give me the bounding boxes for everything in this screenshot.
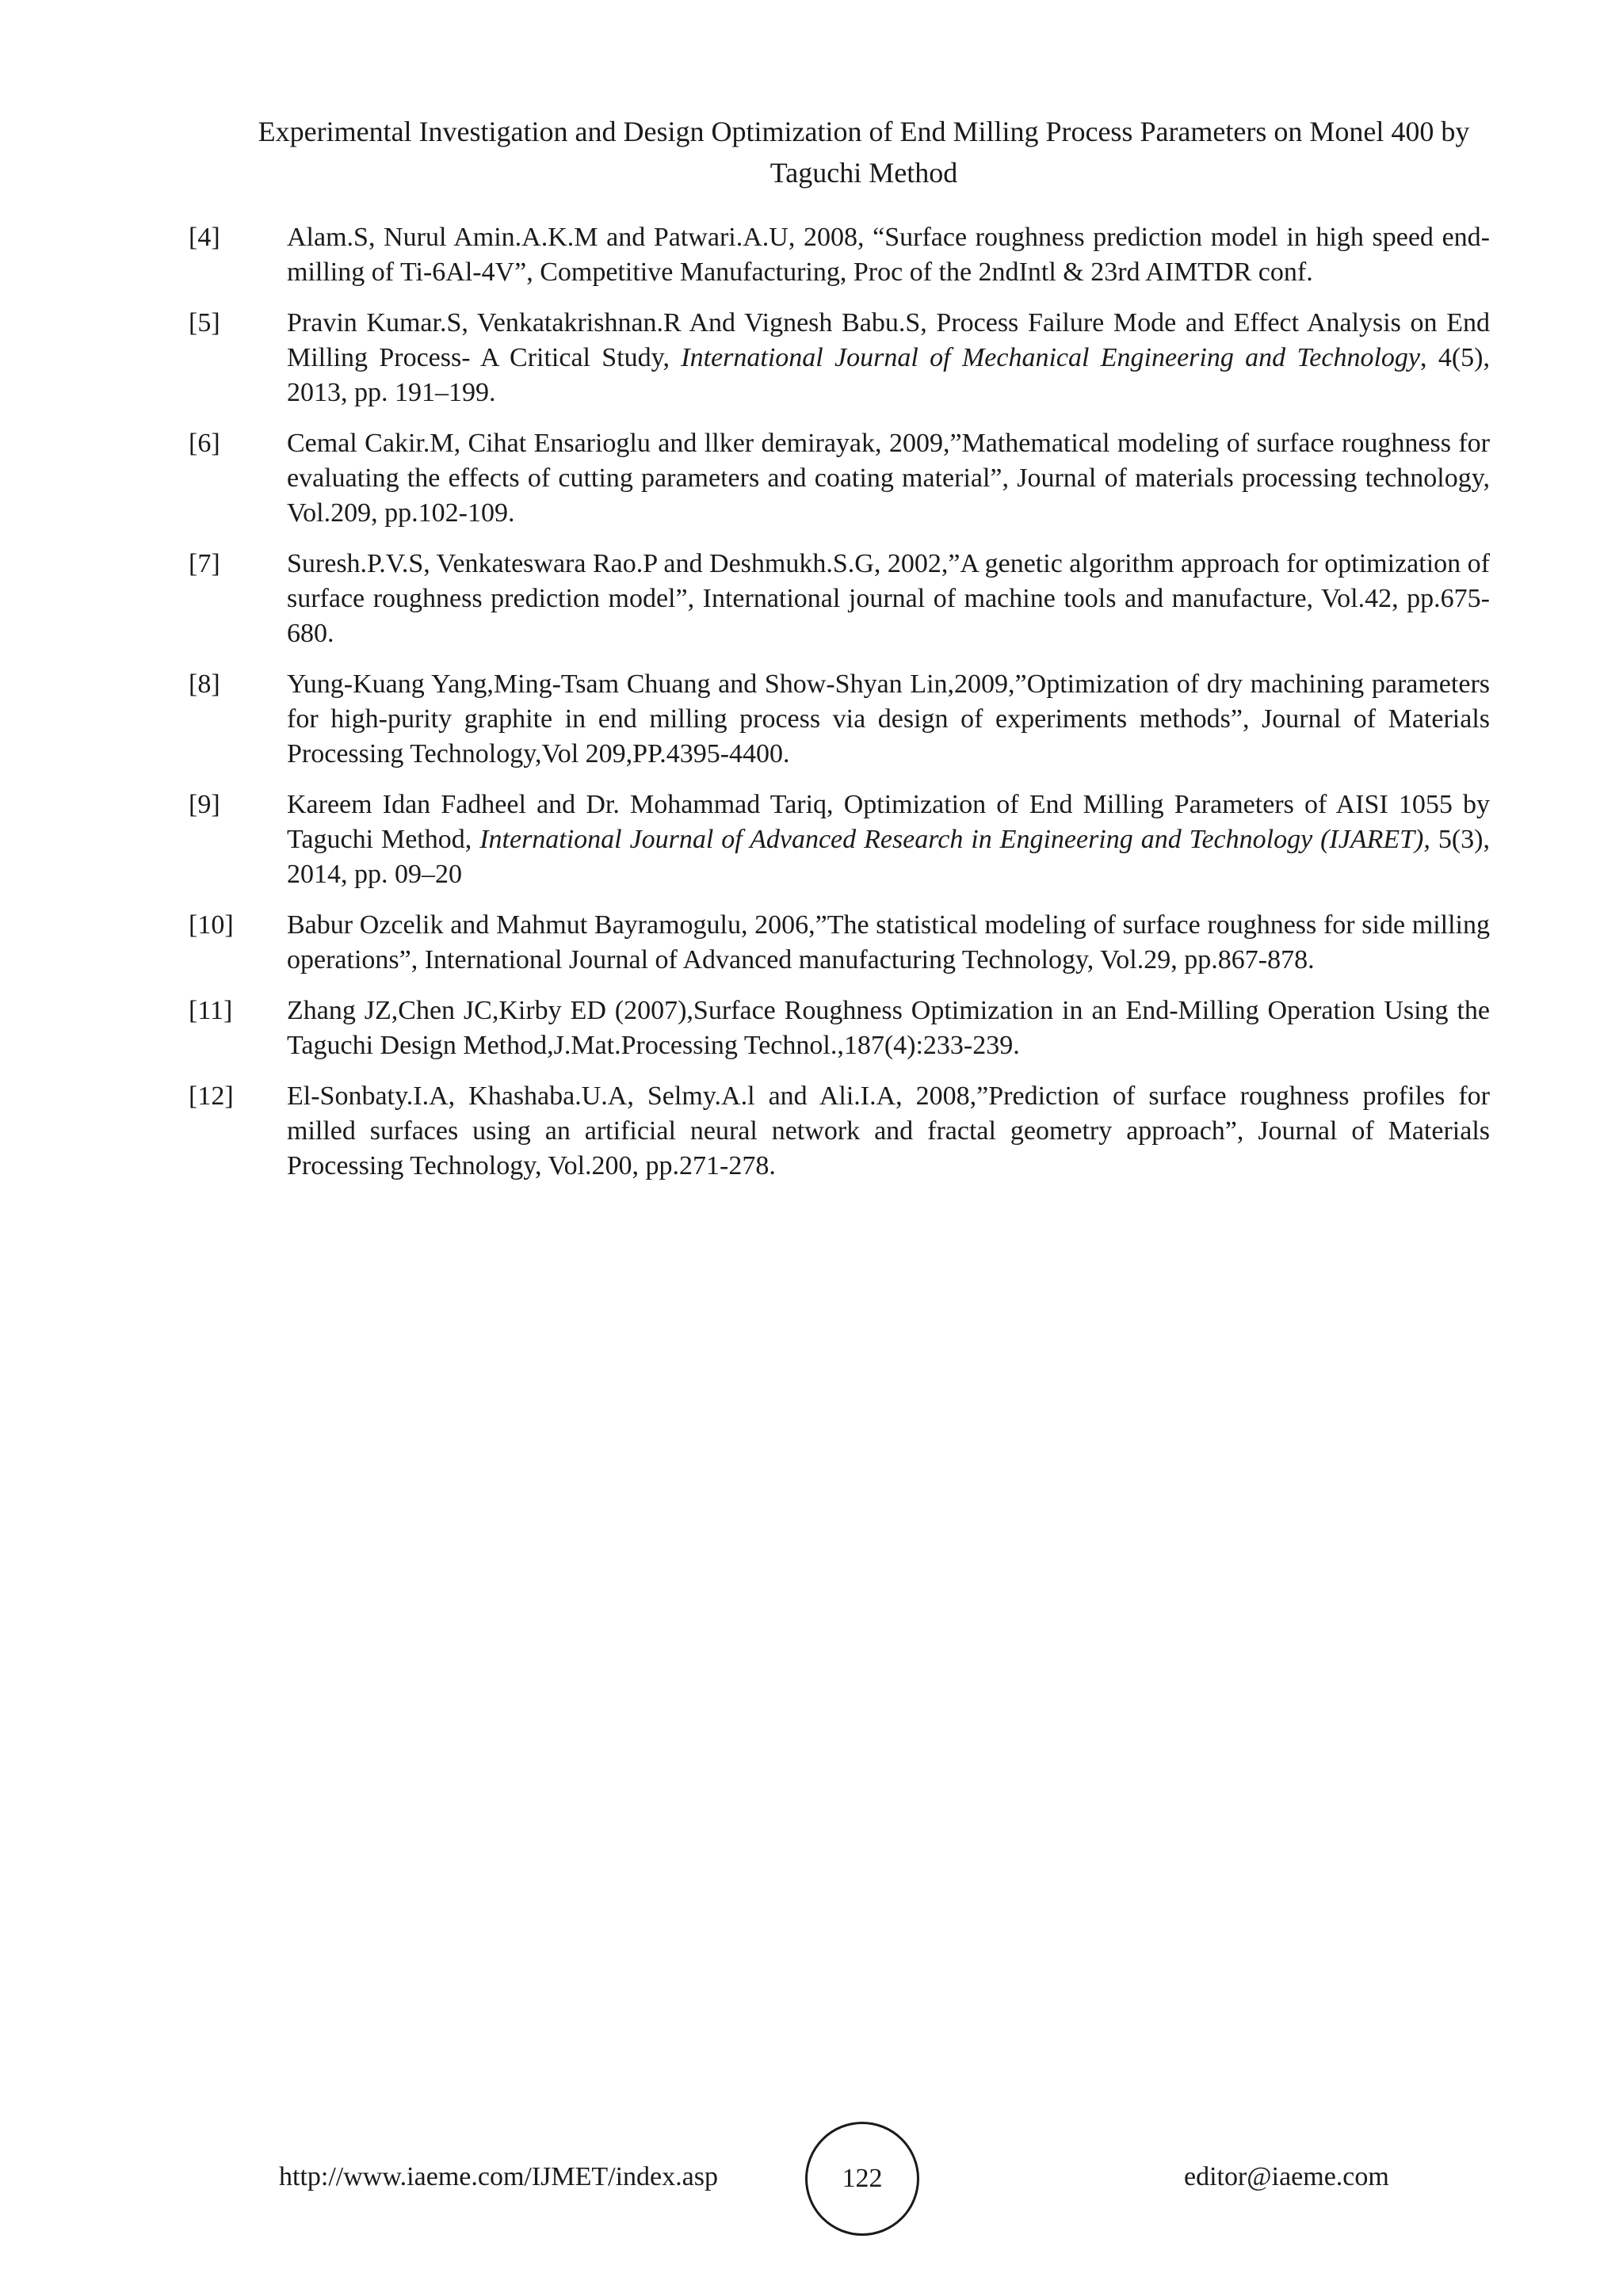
reference-text-segment: 5(3), 2014, pp. 09–20: [287, 825, 1490, 889]
reference-text: [287, 994, 1490, 1063]
reference-text: [287, 306, 1490, 410]
reference-number: [8]: [189, 669, 220, 699]
reference-item: [189, 220, 1490, 290]
reference-number: [5]: [189, 308, 220, 338]
reference-text: [287, 667, 1490, 772]
reference-number: [6]: [189, 429, 220, 458]
footer-email-link[interactable]: editor@iaeme.com: [1184, 2162, 1389, 2191]
reference-item: [189, 994, 1490, 1063]
reference-text-segment: El-Sonbaty.I.A, Khashaba.U.A, Selmy.A.l and Ali.I.A, 2008,”Prediction of surface roughness profiles for milled surfaces using an artificial neural network and fractal geometry approach”, Journal of Materials Processing Technology, Vol.200, pp.271-278.: [287, 1081, 1490, 1180]
reference-text-segment: Zhang JZ,Chen JC,Kirby ED (2007),Surface Roughness Optimization in an End-Milling Operation Using the Taguchi Design Method,J.Mat.Processing Technol.,187(4):233-239.: [287, 996, 1490, 1060]
reference-text: [287, 788, 1490, 892]
footer-url-link[interactable]: http://www.iaeme.com/IJMET/index.asp: [279, 2162, 718, 2191]
reference-text-segment: Alam.S, Nurul Amin.A.K.M and Patwari.A.U, 2008, “Surface roughness prediction model in high speed end-milling of Ti-6Al-4V”, Competitive Manufacturing, Proc of the 2ndIntl & 23rd AIMTDR conf.: [287, 223, 1490, 287]
reference-item: [189, 667, 1490, 772]
reference-text-segment: Suresh.P.V.S, Venkateswara Rao.P and Deshmukh.S.G, 2002,”A genetic algorithm approach for optimization of surface roughness prediction model”, International journal of machine tools and manufacture, Vol.42, pp.675-680.: [287, 549, 1490, 648]
reference-list: [189, 220, 1490, 1199]
reference-text-segment: Babur Ozcelik and Mahmut Bayramogulu, 2006,”The statistical modeling of surface roughness for side milling operations”, International Journal of Advanced manufacturing Technology, Vol.29, pp.867-878.: [287, 910, 1490, 974]
reference-number: [4]: [189, 223, 220, 252]
reference-number: [10]: [189, 910, 234, 940]
page-number: 122: [842, 2164, 883, 2193]
page-number-badge: [805, 2122, 919, 2236]
reference-item: [189, 426, 1490, 531]
reference-text-segment: , 4(5), 2013, pp. 191–199.: [287, 343, 1490, 407]
reference-journal-italic: International Journal of Mechanical Engineering and Technology: [681, 343, 1421, 372]
reference-text-segment: Cemal Cakir.M, Cihat Ensarioglu and llker demirayak, 2009,”Mathematical modeling of surface roughness for evaluating the effects of cutting parameters and coating material”, Journal of materials processing technology, Vol.209, pp.102-109.: [287, 429, 1490, 528]
reference-text-segment: Pravin Kumar.S, Venkatakrishnan.R And Vignesh Babu.S, Process Failure Mode and Effect Analysis on End Milling Process- A Critical Study,: [287, 308, 1490, 372]
reference-text-segment: Kareem Idan Fadheel and Dr. Mohammad Tariq, Optimization of End Milling Parameters of AISI 1055 by Taguchi Method,: [287, 790, 1490, 854]
reference-text-segment: Yung-Kuang Yang,Ming-Tsam Chuang and Show-Shyan Lin,2009,”Optimization of dry machining parameters for high-purity graphite in end milling process via design of experiments methods”, Journal of Materials Processing Technology,Vol 209,PP.4395-4400.: [287, 669, 1490, 769]
reference-item: [189, 547, 1490, 651]
running-header-line-2: Taguchi Method: [769, 157, 958, 189]
reference-text: [287, 547, 1490, 651]
reference-item: [189, 788, 1490, 892]
running-header-line-1: Experimental Investigation and Design Optimization of End Milling Process Parameters on Monel 400 by: [258, 116, 1470, 147]
reference-number: [11]: [189, 996, 233, 1025]
reference-number: [7]: [189, 549, 220, 578]
reference-number: [12]: [189, 1081, 234, 1111]
reference-text: [287, 908, 1490, 978]
running-header: [190, 111, 1537, 193]
reference-text: [287, 1079, 1490, 1184]
reference-item: [189, 306, 1490, 410]
reference-journal-italic: International Journal of Advanced Research in Engineering and Technology (IJARET),: [479, 825, 1430, 854]
reference-text: [287, 426, 1490, 531]
reference-item: [189, 908, 1490, 978]
reference-text: [287, 220, 1490, 290]
reference-number: [9]: [189, 790, 220, 819]
reference-item: [189, 1079, 1490, 1184]
